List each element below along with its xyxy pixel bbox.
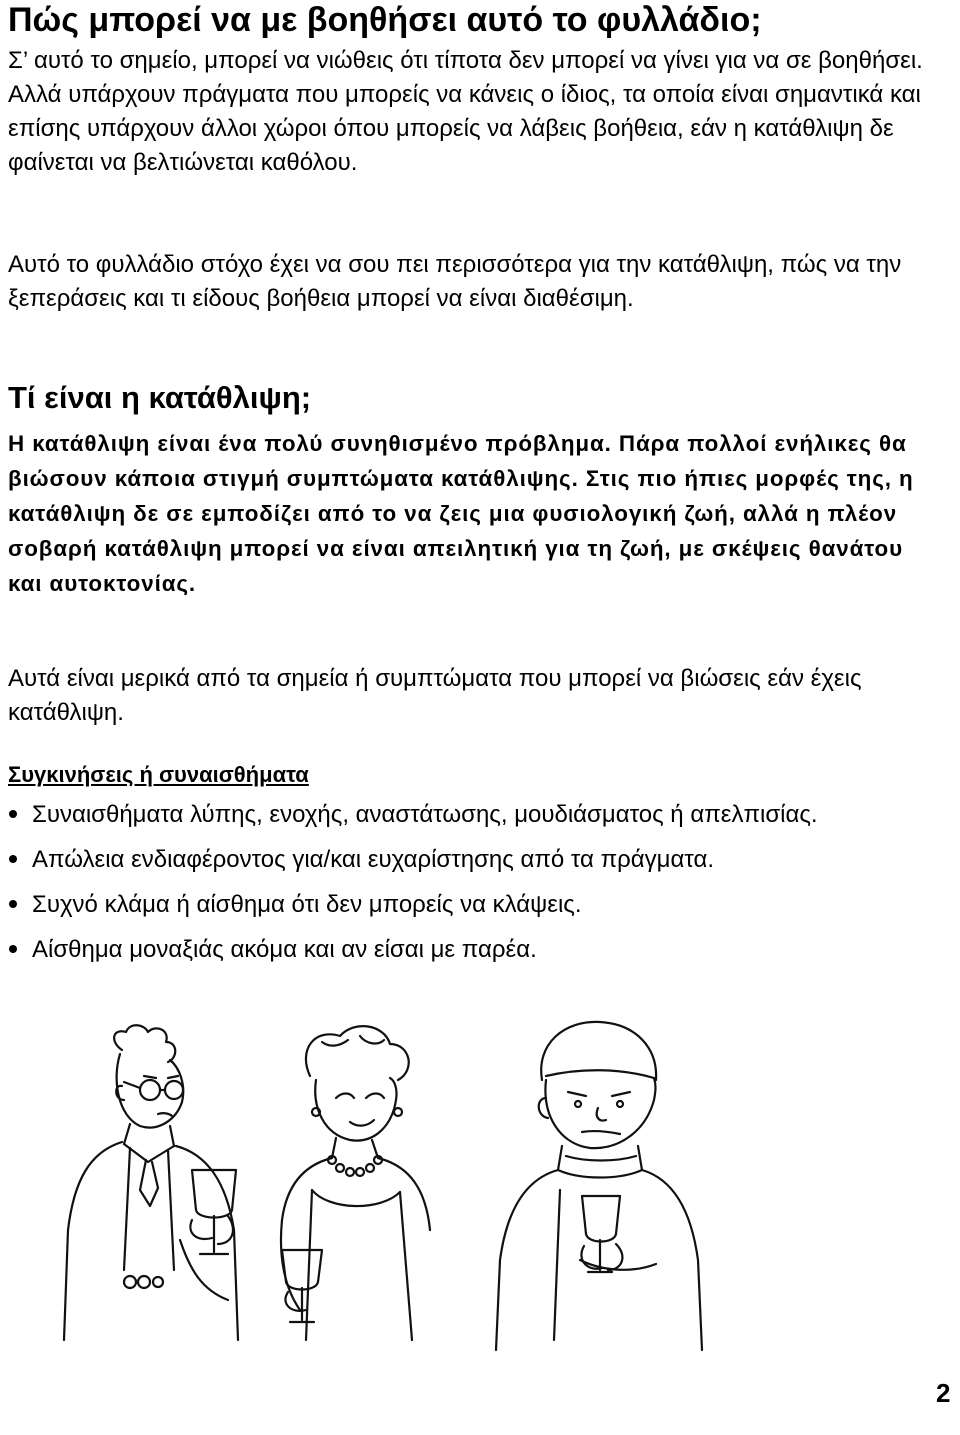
- section-heading: Τί είναι η κατάθλιψη;: [8, 380, 312, 415]
- page-number: 2: [936, 1378, 951, 1408]
- party-illustration: [60, 1020, 860, 1360]
- symptoms-intro-paragraph: Αυτά είναι μερικά από τα σημεία ή συμπτώματα που μπορεί να βιώσεις εάν έχεις κατάθλιψη.: [8, 665, 862, 726]
- definition-paragraph: Η κατάθλιψη είναι ένα πολύ συνηθισμένο πρόβλημα. Πάρα πολλοί ενήλικες θα βιώσουν κάποια στιγμή συμπτώματα κατάθλιψης. Στις πιο ήπιες μορφές της, η κατάθλιψη δε σε εμποδίζει από το να ζεις μια φυσιολογική ζωή, αλλά η πλέον σοβαρή κατάθλιψη μπορεί να είναι απειλητική για τη ζωή, με σκέψεις θανάτου και αυτοκτονίας.: [8, 431, 914, 596]
- young-man-figure: [496, 1022, 702, 1350]
- list-item: [0, 798, 940, 832]
- emotions-subheading: Συγκινήσεις ή συναισθήματα: [8, 762, 309, 787]
- list-item: [0, 933, 940, 967]
- list-item-text: Συναισθήματα λύπης, ενοχής, αναστάτωσης, μουδιάσματος ή απελπισίας.: [32, 801, 818, 828]
- intro-paragraph: Σ’ αυτό το σημείο, μπορεί να νιώθεις ότι τίποτα δεν μπορεί να γίνει για να σε βοηθήσει. Αλλά υπάρχουν πράγματα που μπορείς να κάνεις ο ίδιος, τα οποία είναι σημαντικά και επίσης υπάρχουν άλλοι χώροι όπου μπορείς να λάβεις βοήθεια, εάν η κατάθλιψη δε φαίνεται να βελτιώνεται καθόλου.: [8, 47, 923, 176]
- list-item-text: Απώλεια ενδιαφέροντος για/και ευχαρίστησης από τα πράγματα.: [32, 846, 715, 873]
- symptom-list: [0, 798, 940, 978]
- list-item-text: Συχνό κλάμα ή αίσθημα ότι δεν μπορείς να κλάψεις.: [32, 891, 582, 918]
- page-title: Πώς μπορεί να με βοηθήσει αυτό το φυλλάδιο;: [8, 1, 762, 39]
- man-with-glasses-figure: [64, 1025, 238, 1340]
- bullet-icon: [9, 855, 17, 863]
- purpose-paragraph: Αυτό το φυλλάδιο στόχο έχει να σου πει περισσότερα για την κατάθλιψη, πώς να την ξεπεράσεις και τι είδους βοήθεια μπορεί να είναι διαθέσιμη.: [8, 251, 902, 312]
- list-item: [0, 843, 940, 877]
- bullet-icon: [9, 900, 17, 908]
- list-item-text: Αίσθημα μοναξιάς ακόμα και αν είσαι με παρέα.: [32, 936, 537, 963]
- bullet-icon: [9, 810, 17, 818]
- list-item: [0, 888, 940, 922]
- bullet-icon: [9, 945, 17, 953]
- woman-with-necklace-figure: [281, 1026, 430, 1340]
